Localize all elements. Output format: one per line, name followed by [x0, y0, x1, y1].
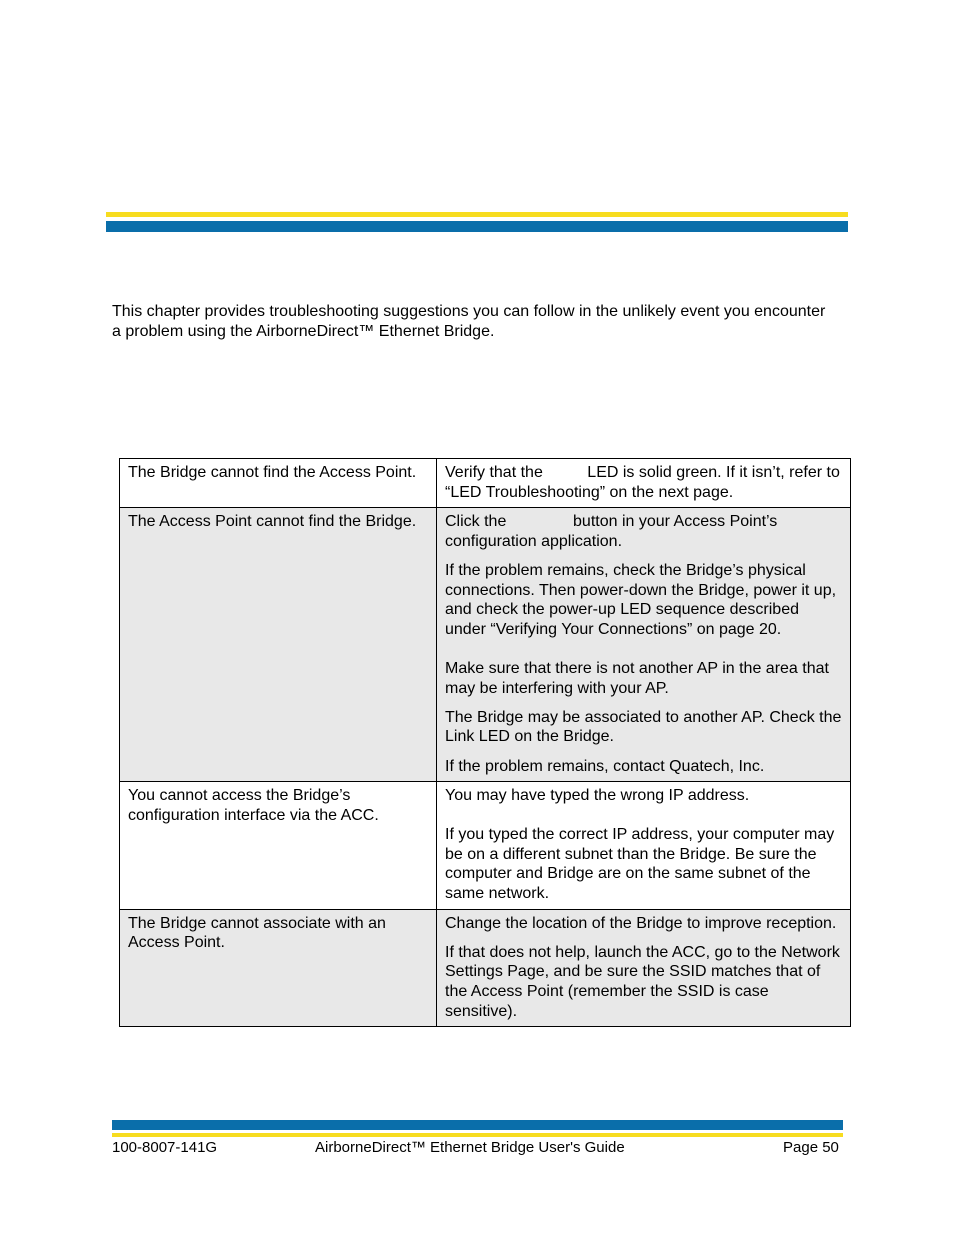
footer-title: AirborneDirect™ Ethernet Bridge User's Guide — [315, 1139, 625, 1156]
header-rule-blue — [106, 221, 848, 232]
footer-doc-number: 100-8007-141G — [112, 1139, 218, 1156]
table-row — [120, 508, 851, 782]
problem-cell: You cannot access the Bridge’s configuration interface via the ACC. — [120, 782, 437, 910]
solution-text: Verify that the LED is solid green. If it isn’t, refer to “LED Troubleshooting” on the next page. — [445, 464, 845, 501]
solution-text: You may have typed the wrong IP address. — [445, 787, 750, 805]
solution-cell — [437, 459, 851, 508]
solution-text: If that does not help, launch the ACC, go to the Network Settings Page, and be sure the SSID matches that of the Access Point (remember the SSID is case sensitive). — [445, 943, 840, 1020]
problem-cell: The Bridge cannot find the Access Point. — [120, 459, 437, 508]
footer-rule-yellow — [112, 1133, 843, 1137]
solution-text: Make sure that there is not another AP in the area that may be interfering with your AP. — [445, 659, 829, 697]
solution-text: If the problem remains, check the Bridge’s physical connections. Then power-down the Bridge, power it up, and check the power-up LED sequence described under “Verifying Your Connections” on page 20. — [445, 561, 837, 638]
footer-page-number: Page 50 — [783, 1139, 839, 1156]
solution-cell — [437, 508, 851, 782]
solution-text: Click the button in your Access Point’s configuration application. — [445, 513, 782, 550]
solution-text: If you typed the correct IP address, your computer may be on a different subnet than the Bridge. Be sure the computer and Bridge are on the same subnet of the same network. — [445, 826, 835, 903]
troubleshooting-table — [119, 458, 851, 1027]
solution-text: If the problem remains, contact Quatech, Inc. — [445, 757, 765, 775]
solution-text: Change the location of the Bridge to improve reception. — [445, 914, 837, 932]
solution-cell — [437, 782, 851, 910]
solution-cell — [437, 909, 851, 1027]
footer-rule-blue — [112, 1120, 843, 1130]
problem-cell: The Access Point cannot find the Bridge. — [120, 508, 437, 782]
header-rule-yellow — [106, 212, 848, 217]
chapter-intro: This chapter provides troubleshooting suggestions you can follow in the unlikely event you encounter a problem using the AirborneDirect™ Ethernet Bridge. — [112, 303, 826, 340]
problem-cell: The Bridge cannot associate with an Access Point. — [120, 909, 437, 1027]
table-row — [120, 782, 851, 910]
table-row — [120, 909, 851, 1027]
table-row — [120, 459, 851, 508]
solution-text: The Bridge may be associated to another AP. Check the Link LED on the Bridge. — [445, 708, 842, 746]
